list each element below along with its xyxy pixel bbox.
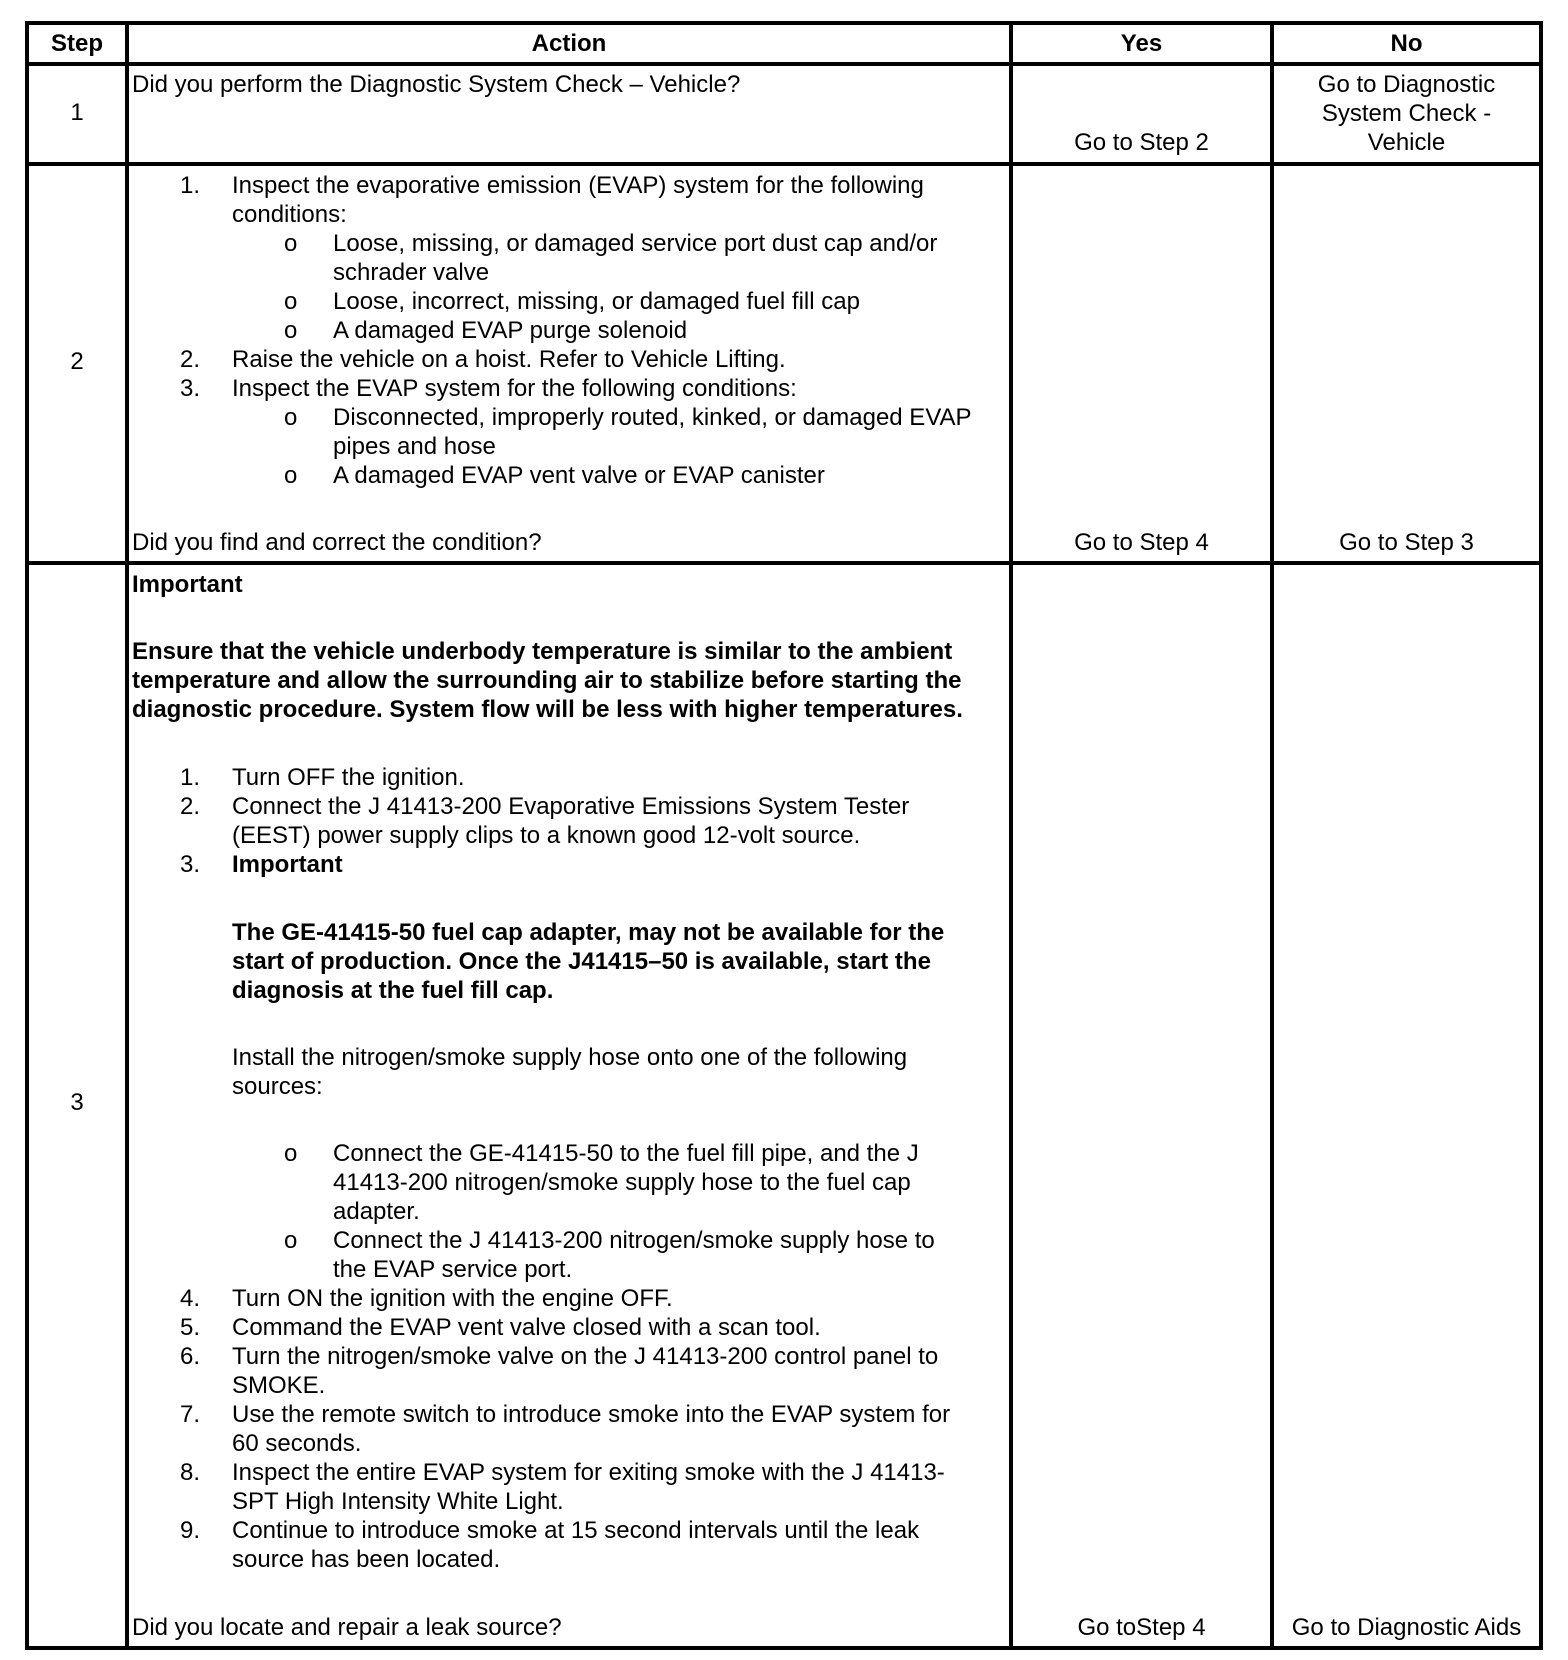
bullet: o (284, 317, 298, 344)
list-text: pipes and hose (333, 433, 496, 460)
list-text: Install the nitrogen/smoke supply hose onto one of the following (232, 1044, 908, 1071)
list-number: 2. (180, 793, 201, 820)
no-cell: Go to Diagnostic Aids (1291, 1614, 1522, 1641)
list-text: 60 seconds. (232, 1430, 362, 1457)
list-number: 5. (180, 1314, 201, 1341)
yes-cell: Go to Step 4 (1074, 529, 1209, 556)
list-text: conditions: (232, 201, 347, 228)
list-text: Turn ON the ignition with the engine OFF. (232, 1285, 673, 1312)
important-text: temperature and allow the surrounding air to stabilize before starting the (132, 667, 962, 694)
list-text: source has been located. (232, 1546, 501, 1573)
list-number: 7. (180, 1401, 201, 1428)
no-cell-line: Go to Diagnostic (1317, 71, 1496, 98)
list-text: Turn the nitrogen/smoke valve on the J 41413-200 control panel to (232, 1343, 939, 1370)
list-number: 1. (180, 764, 201, 791)
list-text: A damaged EVAP vent valve or EVAP canister (333, 462, 825, 489)
no-cell-line: System Check - (1321, 100, 1492, 127)
list-text: adapter. (333, 1198, 420, 1225)
diagnostic-table (25, 21, 1543, 1650)
list-text: Inspect the evaporative emission (EVAP) system for the following (232, 172, 924, 199)
important-text: diagnostic procedure. System flow will be less with higher temperatures. (132, 696, 963, 723)
list-text: Connect the J 41413-200 Evaporative Emissions System Tester (232, 793, 910, 820)
yes-cell: Go to Step 2 (1074, 129, 1209, 156)
list-number: 9. (180, 1517, 201, 1544)
bullet: o (284, 1227, 298, 1254)
list-text: Loose, incorrect, missing, or damaged fuel fill cap (333, 288, 860, 315)
column-divider (1009, 25, 1013, 1646)
no-cell: Go to Step 3 (1339, 529, 1474, 556)
important-text: The GE-41415-50 fuel cap adapter, may not be available for the (232, 919, 945, 946)
bullet: o (284, 462, 298, 489)
important-text: start of production. Once the J41415–50 is available, start the (232, 948, 931, 975)
list-text: SPT High Intensity White Light. (232, 1488, 564, 1515)
list-number: 1. (180, 172, 201, 199)
list-text: Disconnected, improperly routed, kinked, or damaged EVAP (333, 404, 972, 431)
list-text: sources: (232, 1073, 323, 1100)
list-text: 41413-200 nitrogen/smoke supply hose to the fuel cap (333, 1169, 911, 1196)
important-text: diagnosis at the fuel fill cap. (232, 977, 554, 1004)
list-text: (EEST) power supply clips to a known good 12-volt source. (232, 822, 861, 849)
bullet: o (284, 230, 298, 257)
list-text: Inspect the EVAP system for the following conditions: (232, 375, 797, 402)
list-number: 3. (180, 851, 201, 878)
list-text: Connect the J 41413-200 nitrogen/smoke supply hose to (333, 1227, 935, 1254)
list-text: the EVAP service port. (333, 1256, 573, 1283)
important-title: Important (232, 851, 343, 878)
list-text: A damaged EVAP purge solenoid (333, 317, 688, 344)
list-text: Raise the vehicle on a hoist. Refer to Vehicle Lifting. (232, 346, 786, 373)
step-number: 2 (70, 348, 84, 375)
important-title: Important (132, 571, 243, 598)
list-text: Inspect the entire EVAP system for exiting smoke with the J 41413- (232, 1459, 945, 1486)
no-cell-line: Vehicle (1367, 129, 1446, 156)
header-action: Action (531, 30, 607, 57)
header-no: No (1390, 30, 1423, 57)
list-number: 8. (180, 1459, 201, 1486)
list-text: Turn OFF the ignition. (232, 764, 465, 791)
row-divider (29, 561, 1539, 565)
header-step: Step (50, 30, 103, 57)
question: Did you find and correct the condition? (132, 529, 542, 556)
list-number: 2. (180, 346, 201, 373)
list-text: Command the EVAP vent valve closed with a scan tool. (232, 1314, 821, 1341)
list-number: 6. (180, 1343, 201, 1370)
list-number: 4. (180, 1285, 201, 1312)
list-text: SMOKE. (232, 1372, 326, 1399)
list-text: Use the remote switch to introduce smoke into the EVAP system for (232, 1401, 951, 1428)
question: Did you perform the Diagnostic System Check – Vehicle? (132, 71, 741, 98)
column-divider (125, 25, 129, 1646)
list-text: Connect the GE-41415-50 to the fuel fill pipe, and the J (333, 1140, 919, 1167)
list-text: Loose, missing, or damaged service port dust cap and/or (333, 230, 938, 257)
bullet: o (284, 288, 298, 315)
question: Did you locate and repair a leak source? (132, 1614, 562, 1641)
important-text: Ensure that the vehicle underbody temperature is similar to the ambient (132, 638, 953, 665)
step-number: 3 (70, 1089, 84, 1116)
bullet: o (284, 404, 298, 431)
bullet: o (284, 1140, 298, 1167)
row-divider (29, 62, 1539, 66)
step-number: 1 (70, 99, 84, 126)
list-number: 3. (180, 375, 201, 402)
yes-cell: Go toStep 4 (1077, 1614, 1206, 1641)
row-divider (29, 162, 1539, 166)
list-text: schrader valve (333, 259, 490, 286)
column-divider (1270, 25, 1274, 1646)
header-yes: Yes (1120, 30, 1163, 57)
list-text: Continue to introduce smoke at 15 second intervals until the leak (232, 1517, 920, 1544)
